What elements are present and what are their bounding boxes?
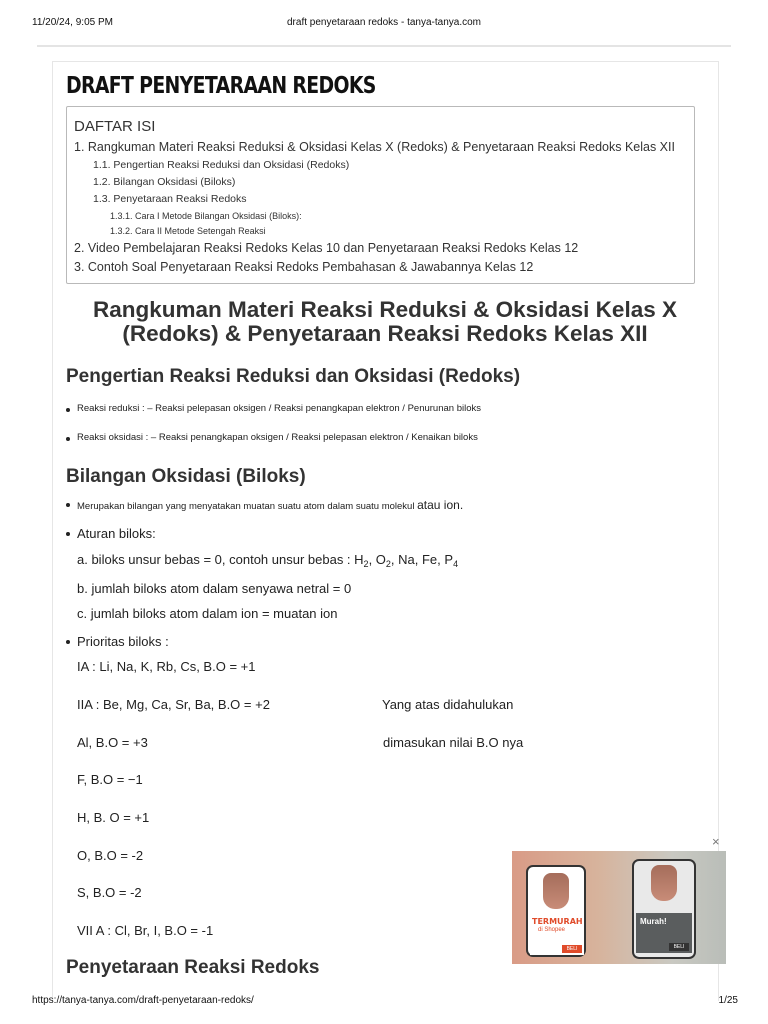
dress-image [543, 873, 569, 909]
list-item-aturan: Aturan biloks: [77, 526, 156, 541]
toc-link-1-3[interactable]: 1.3. Penyetaraan Reaksi Redoks [93, 193, 247, 205]
print-footer [0, 995, 768, 1009]
post-title: DRAFT PENYETARAAN REDOKS [66, 73, 376, 99]
priority-iia: IIA : Be, Mg, Ca, Sr, Ba, B.O = +2 [77, 697, 270, 712]
heading-penyetaraan: Penyetaraan Reaksi Redoks [66, 957, 320, 978]
definisi-tail: atau ion. [417, 498, 464, 512]
table-of-contents [66, 106, 695, 284]
dress-image [651, 865, 677, 901]
print-header [0, 17, 768, 31]
rule-a-sub-p: 4 [453, 559, 459, 569]
ad-promo-left [530, 913, 584, 955]
ad-left-sub: di Shopee [538, 927, 566, 933]
rule-a-sub-h: 2 [363, 559, 369, 569]
priority-h: H, B. O = +1 [77, 810, 150, 825]
header-divider [37, 45, 731, 47]
rule-c: c. jumlah biloks atom dalam ion = muatan ion [77, 606, 338, 621]
list-item-definisi-biloks [77, 498, 463, 512]
ad-right-headline: Murah! [640, 917, 667, 926]
list-item-prioritas: Prioritas biloks : [77, 634, 169, 649]
toc-link-1-2[interactable]: 1.2. Bilangan Oksidasi (Biloks) [93, 176, 236, 188]
toc-link-1-1[interactable]: 1.1. Pengertian Reaksi Reduksi dan Oksidasi (Redoks) [93, 159, 350, 171]
toc-title: DAFTAR ISI [74, 118, 156, 135]
rule-a [77, 552, 458, 569]
ad-right-buy-button[interactable]: BELI [669, 943, 689, 951]
main-heading: Rangkuman Materi Reaksi Reduksi & Oksidasi Kelas X (Redoks) & Penyetaraan Reaksi Redoks Kelas XII [93, 297, 677, 346]
priority-s: S, B.O = -2 [77, 885, 142, 900]
rule-a-rest: , Na, Fe, P [390, 552, 454, 567]
toc-link-3[interactable]: 3. Contoh Soal Penyetaraan Reaksi Redoks Pembahasan & Jawabannya Kelas 12 [74, 260, 534, 274]
priority-o: O, B.O = -2 [77, 848, 144, 863]
ad-promo-right [636, 913, 692, 953]
priority-al: Al, B.O = +3 [77, 735, 148, 750]
ad-phone-right [632, 859, 696, 959]
toc-link-2[interactable]: 2. Video Pembelajaran Reaksi Redoks Kelas 10 dan Penyetaraan Reaksi Redoks Kelas 12 [74, 241, 579, 255]
list-item-oksidasi: Reaksi oksidasi : – Reaksi penangkapan oksigen / Reaksi pelepasan elektron / Kenaikan biloks [77, 432, 478, 443]
ad-close-icon[interactable]: × [712, 834, 720, 849]
priority-f: F, B.O = −1 [77, 772, 143, 787]
rule-b: b. jumlah biloks atom dalam senyawa netral = 0 [77, 581, 352, 596]
print-url: https://tanya-tanya.com/draft-penyetaraan-redoks/ [32, 995, 254, 1006]
print-page-title: draft penyetaraan redoks - tanya-tanya.com [287, 17, 481, 28]
rule-a-sub-o: 2 [385, 559, 391, 569]
ad-phone-left [526, 865, 586, 957]
list-item-reduksi: Reaksi reduksi : – Reaksi pelepasan oksigen / Reaksi penangkapan elektron / Penurunan biloks [77, 403, 481, 414]
priority-ia: IA : Li, Na, K, Rb, Cs, B.O = +1 [77, 659, 256, 674]
advertisement-banner[interactable] [512, 851, 726, 964]
toc-link-1[interactable]: 1. Rangkuman Materi Reaksi Reduksi & Oksidasi Kelas X (Redoks) & Penyetaraan Reaksi Redoks Kelas XII [74, 140, 675, 154]
priority-note-1: Yang atas didahulukan [382, 697, 514, 712]
priority-note-2: dimasukan nilai B.O nya [383, 735, 524, 750]
heading-biloks: Bilangan Oksidasi (Biloks) [66, 466, 306, 487]
rule-a-o: , O [368, 552, 386, 567]
ad-left-headline: TERMURAH [532, 917, 583, 926]
rule-a-text: a. biloks unsur bebas = 0, contoh unsur bebas : H [77, 552, 364, 567]
priority-viia: VII A : Cl, Br, I, B.O = -1 [77, 923, 214, 938]
heading-pengertian: Pengertian Reaksi Reduksi dan Oksidasi (Redoks) [66, 366, 521, 387]
ad-left-buy-button[interactable]: BELI [562, 945, 582, 953]
definisi-text: Merupakan bilangan yang menyatakan muatan suatu atom dalam suatu molekul [77, 501, 415, 512]
print-date: 11/20/24, 9:05 PM [32, 17, 113, 28]
toc-link-1-3-2[interactable]: 1.3.2. Cara II Metode Setengah Reaksi [110, 226, 266, 236]
print-page-number: 1/25 [718, 995, 738, 1006]
toc-link-1-3-1[interactable]: 1.3.1. Cara I Metode Bilangan Oksidasi (Biloks): [110, 211, 302, 221]
